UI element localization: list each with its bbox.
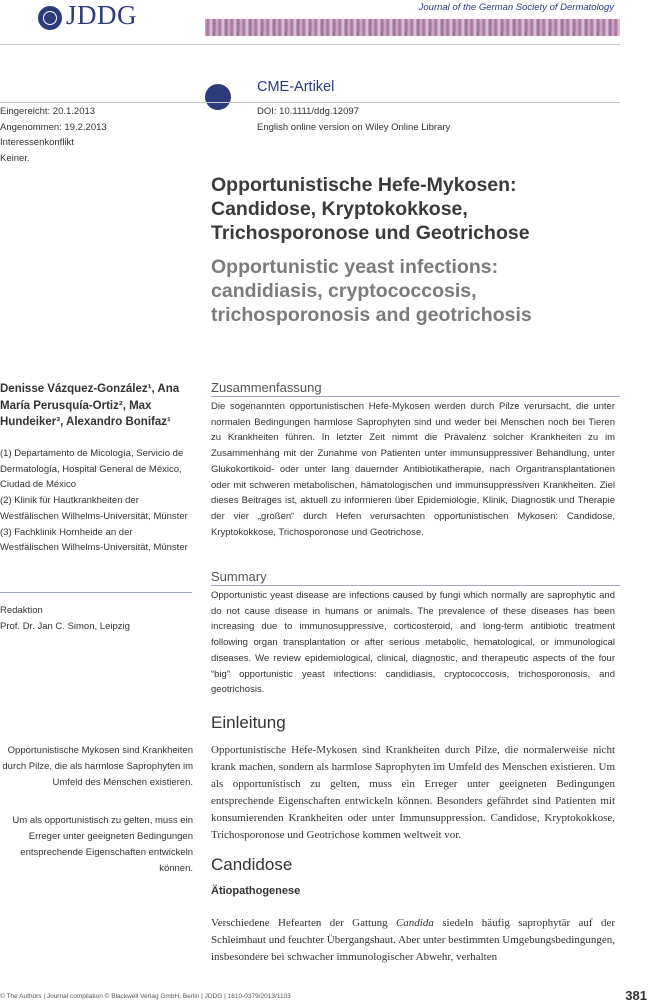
zusammenfassung-text: Die sogenannten opportunistischen Hefe-Mykosen werden durch Pilze verursacht, die unter normalen Bedingungen harmlose Saprophyten sind und weder bei Menschen noch bei Tieren zu Krankheiten führen. In letzter Zeit nimmt die Prävalenz solcher Krankheiten zu im Zusammenhang mit der Zunahme von Patienten unter immunsuppressiver Behandlung, unter Glukokortikoid- oder unter lang dauernder Antibiotikatherapie, nach Organtransplantationen oder mit schweren metabolischen, hämatologischen und immunsuppressiven Krankheiten. Ziel dieses Beitrages ist, aktuell zu informieren über Epidemiologie, Klinik, Diagnostik und Therapie der vier „großen“ durch Hefen verursachten opportunistischen Mykosen: Candidose, Kryptokokkose, Trichosporonose und Geotrichose. xyxy=(211,401,615,538)
candidose-text-part: siedeln häufig saprophytär auf der Schleimhaut und feuchter Übergangshaut. Aber unter bestimmten Umgebungsbedingungen, insbesondere bei schwacher immunologischer Abwehr, verhalten xyxy=(211,917,616,963)
title-english-line: trichosporonosis and geotrichosis xyxy=(211,304,532,326)
submission-meta xyxy=(0,104,190,166)
title-english-line: candidiasis, cryptococcosis, xyxy=(211,280,477,302)
title-german-line: Trichosporonose und Geotrichose xyxy=(211,222,530,244)
cme-divider xyxy=(0,102,620,103)
editor-name: Prof. Dr. Jan C. Simon, Leipzig xyxy=(0,620,130,632)
cme-bullet-icon xyxy=(205,84,231,110)
summary-text: Opportunistic yeast disease are infections caused by fungi which normally are saprophytic and do not cause disease in humans or animals. The prevalence of these diseases has been increasing due to immunosuppressive, corticosteroid, and long-term antibiotic treatment following organ transplantation or after serious metabolic, hematological, or immunological diseases. We review epidemiological, clinical, diagnostic, and therapeutic aspects of the four “big” opportunistic yeast infections: candidiasis, cryptococcosis, trichosporonosis, and geotrichosis. xyxy=(211,590,615,696)
doi: DOI: 10.1111/ddg.12097 xyxy=(257,106,359,117)
conflict-value: Keiner. xyxy=(0,152,30,164)
editor-label: Redaktion xyxy=(0,605,43,616)
journal-logo-text: JDDG xyxy=(66,0,138,30)
summary-divider xyxy=(211,585,620,586)
summary-heading: Summary xyxy=(211,569,267,584)
left-divider xyxy=(0,592,192,593)
margin-note: Um als opportunistisch zu gelten, muss ein Erreger unter geeigneten Bedingungen entsprechende Eigenschaften entwickeln können. xyxy=(12,815,193,874)
candidose-text-part: Verschiedene Hefearten der Gattung xyxy=(211,917,396,929)
einleitung-heading: Einleitung xyxy=(211,713,286,732)
title-german-line: Candidose, Kryptokokkose, xyxy=(211,198,468,220)
title-english-line: Opportunistic yeast infections: xyxy=(211,256,499,278)
received-date: Eingereicht: 20.1.2013 xyxy=(0,106,96,117)
candidose-heading: Candidose xyxy=(211,855,293,874)
accepted-date: Angenommen: 19.2.2013 xyxy=(0,121,107,133)
candida-genus: Candida xyxy=(395,917,434,929)
header-divider xyxy=(0,44,620,45)
affiliation: (2) Klinik für Hautkrankheiten der Westfälischen Wilhelms-Universität, Münster xyxy=(0,495,188,522)
candidose-text xyxy=(211,915,615,966)
english-version-note: English online version on Wiley Online Library xyxy=(257,121,451,133)
title-german-line: Opportunistische Hefe-Mykosen: xyxy=(211,174,517,196)
journal-logo-icon xyxy=(38,6,62,30)
copyright-footer: © The Authors | Journal compilation © Blackwell Verlag GmbH, Berlin | JDDG | 1610-0379/2013/1103 xyxy=(0,993,291,1000)
affiliations xyxy=(0,446,190,556)
editor-block xyxy=(0,603,190,634)
conflict-label: Interessenkonflikt xyxy=(0,137,74,148)
margin-note: Opportunistische Mykosen sind Krankheiten durch Pilze, die als harmlose Saprophyten im Umfeld des Menschen existieren. xyxy=(2,745,193,788)
title-german xyxy=(211,173,631,245)
aetiopathogenese-heading: Ätiopathogenese xyxy=(211,885,301,897)
zusammenfassung-heading: Zusammenfassung xyxy=(211,380,322,395)
title-english xyxy=(211,255,631,327)
author-list: Denisse Vázquez-González¹, Ana María Perusquía-Ortiz², Max Hundeiker³, Alexandro Bonifaz¹ xyxy=(0,383,180,428)
affiliation: (1) Departamento de Micología, Servicio de Dermatología, Hospital General de México, Ciudad de México xyxy=(0,448,184,491)
zusammenfassung-divider xyxy=(211,396,620,397)
einleitung-text: Opportunistische Hefe-Mykosen sind Krankheiten durch Pilze, die normalerweise nicht krank machen, sondern als harmlose Saprophyten im Umfeld des Menschen existieren. Um als opportunistisch zu gelten, muss ein Erreger unter geeigneten Bedingungen entsprechende Eigenschaften entwickeln können. Besonders gefährdet sind Patienten mit konsumierenden Krankheiten oder unter Immunsuppression. Candidose, Kryptokokkose, Trichosporonose und Geotrichose kommen weltweit vor. xyxy=(211,744,615,841)
histology-banner-image xyxy=(205,19,620,36)
doi-meta xyxy=(257,104,617,135)
affiliation: (3) Fachklinik Hornheide an der Westfälischen Wilhelms-Universität, Münster xyxy=(0,526,188,554)
journal-name: Journal of the German Society of Dermatology xyxy=(418,2,614,13)
page-number: 381 xyxy=(625,988,647,1003)
cme-label: CME-Artikel xyxy=(257,79,335,95)
